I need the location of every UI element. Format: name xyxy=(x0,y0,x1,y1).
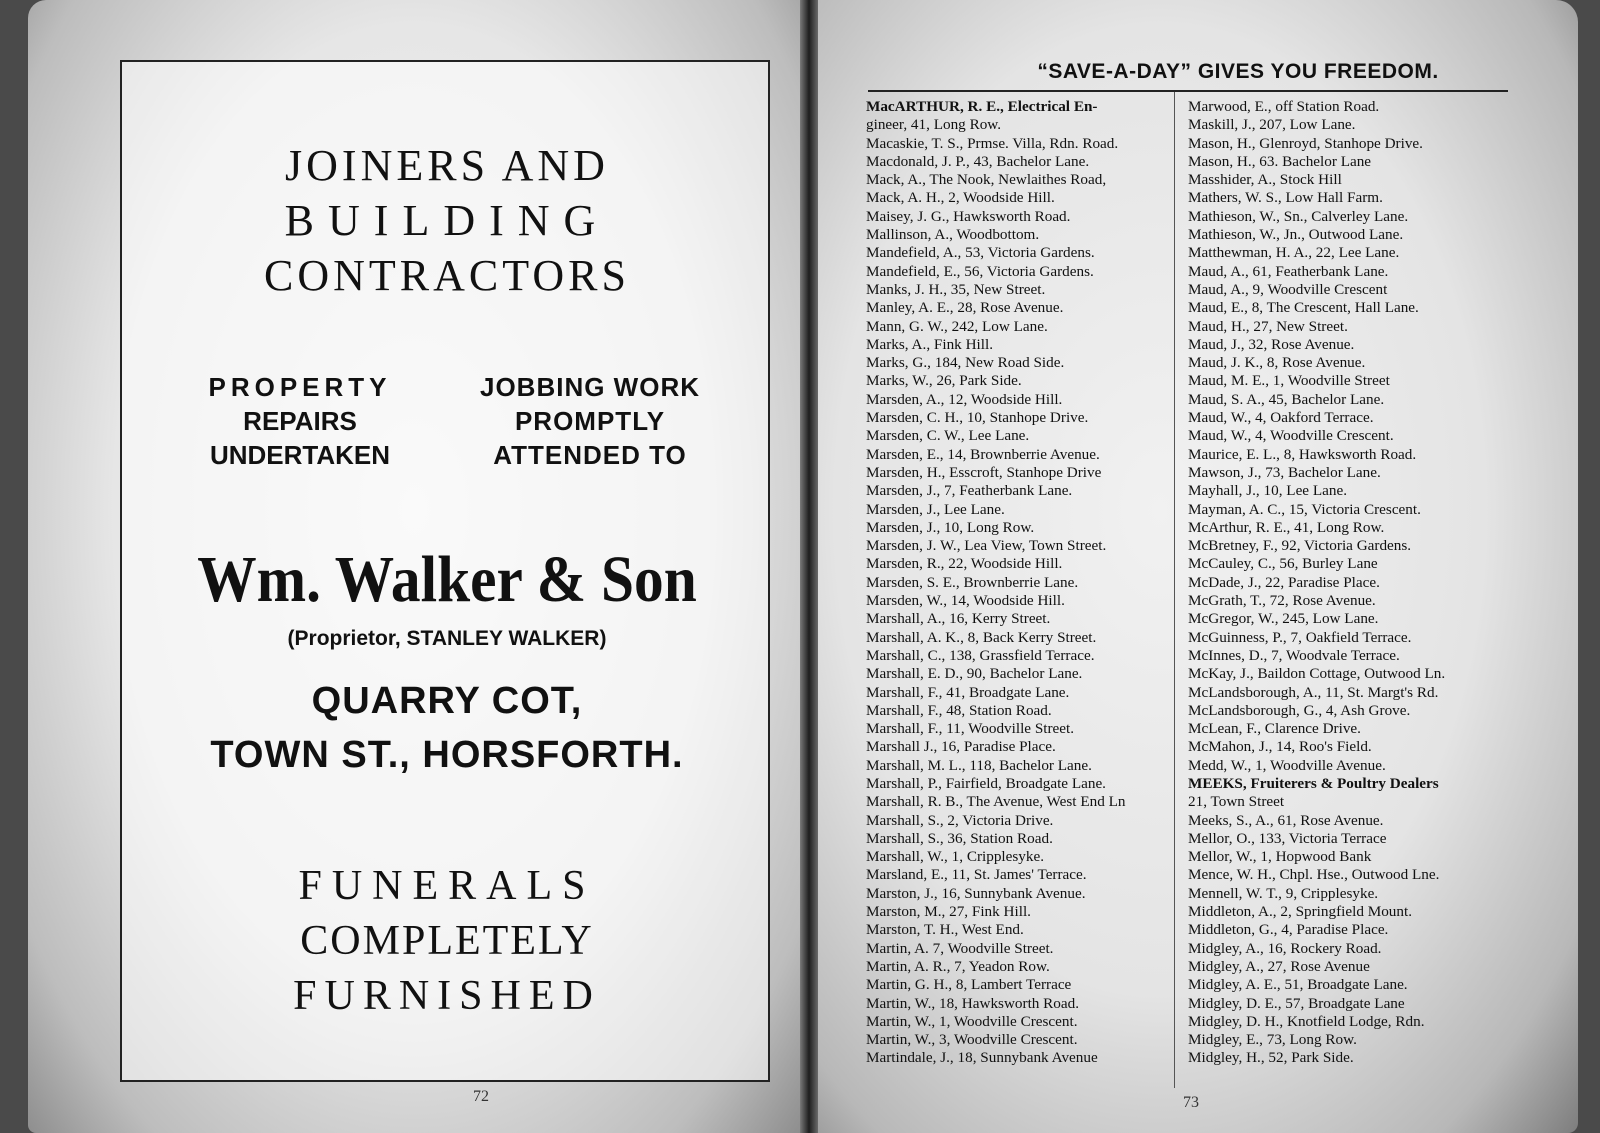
directory-entry: Marks, W., 26, Park Side. xyxy=(866,372,1022,390)
directory-entry: Macaskie, T. S., Prmse. Villa, Rdn. Road. xyxy=(866,134,1119,152)
directory-column-2 xyxy=(1188,98,1508,1068)
directory-entry: Marshall, S., 2, Victoria Drive. xyxy=(866,811,1054,829)
directory-entry: McMahon, J., 14, Roo's Field. xyxy=(1188,738,1372,756)
left-page xyxy=(28,0,800,1133)
heading-line-3: CONTRACTORS xyxy=(264,251,630,300)
directory-entry: Martindale, J., 18, Sunnybank Avenue xyxy=(866,1049,1098,1067)
directory-entry: Midgley, D. H., Knotfield Lodge, Rdn. xyxy=(1188,1012,1425,1030)
directory-entry: Maud, A., 9, Woodville Crescent xyxy=(1188,280,1388,298)
directory-entry: MEEKS, Fruiterers & Poultry Dealers xyxy=(1188,774,1439,792)
directory-entry: Marsden, C. W., Lee Lane. xyxy=(866,427,1030,445)
directory-entry: Maud, A., 61, Featherbank Lane. xyxy=(1188,262,1389,280)
book-gutter xyxy=(800,0,818,1133)
directory-entry: McBretney, F., 92, Victoria Gardens. xyxy=(1188,537,1412,555)
directory-entry: Marsden, R., 22, Woodside Hill. xyxy=(866,555,1063,573)
jobbing-line-1: JOBBING WORK xyxy=(480,372,700,402)
directory-entry: Marks, G., 184, New Road Side. xyxy=(866,354,1065,372)
directory-entry: Marshall, S., 36, Station Road. xyxy=(866,829,1053,847)
directory-entry: Marsden, W., 14, Woodside Hill. xyxy=(866,592,1065,610)
directory-entry: Maud, H., 27, New Street. xyxy=(1188,317,1348,335)
directory-entry: Marsden, J., 10, Long Row. xyxy=(866,518,1035,536)
property-line-1: PROPERTY xyxy=(208,372,392,402)
directory-entry: Marsland, E., 11, St. James' Terrace. xyxy=(866,866,1087,884)
directory-entry: Marshall, E. D., 90, Bachelor Lane. xyxy=(866,665,1083,683)
address-line-2: TOWN ST., HORSFORTH. xyxy=(210,734,684,776)
directory-entry: Marsden, S. E., Brownberrie Lane. xyxy=(866,573,1079,591)
directory-entry: Mason, H., 63. Bachelor Lane xyxy=(1188,152,1372,170)
directory-entry: Maud, J. K., 8, Rose Avenue. xyxy=(1188,354,1366,372)
directory-entry: Maurice, E. L., 8, Hawksworth Road. xyxy=(1188,445,1417,463)
directory-entry: Mence, W. H., Chpl. Hse., Outwood Lne. xyxy=(1188,866,1440,884)
directory-entry: Mann, G. W., 242, Low Lane. xyxy=(866,317,1048,335)
directory-entry: Marshall, P., Fairfield, Broadgate Lane. xyxy=(866,774,1106,792)
directory-entry: Martin, W., 1, Woodville Crescent. xyxy=(866,1012,1078,1030)
directory-entry: Middleton, A., 2, Springfield Mount. xyxy=(1188,903,1413,921)
directory-entry: Mason, H., Glenroyd, Stanhope Drive. xyxy=(1188,134,1423,152)
directory-entry: Midgley, D. E., 57, Broadgate Lane xyxy=(1188,994,1405,1012)
directory-entry: McInnes, D., 7, Woodvale Terrace. xyxy=(1188,646,1400,664)
directory-entry: Mathieson, W., Jn., Outwood Lane. xyxy=(1188,226,1404,244)
directory-entry: McLandsborough, A., 11, St. Margt's Rd. xyxy=(1188,683,1439,701)
directory-entry: Marsden, C. H., 10, Stanhope Drive. xyxy=(866,409,1089,427)
directory-entry: Midgley, E., 73, Long Row. xyxy=(1188,1031,1357,1049)
funerals-line-3: FURNISHED xyxy=(293,973,601,1019)
directory-entry: Maisey, J. G., Hawksworth Road. xyxy=(866,207,1071,225)
directory-entry: Macdonald, J. P., 43, Bachelor Lane. xyxy=(866,152,1090,170)
directory-entry: Manley, A. E., 28, Rose Avenue. xyxy=(866,299,1064,317)
directory-entry: Maud, M. E., 1, Woodville Street xyxy=(1188,372,1390,390)
directory-entry: Mathers, W. S., Low Hall Farm. xyxy=(1188,189,1383,207)
funerals-line-2: COMPLETELY xyxy=(300,918,594,964)
directory-entry: McCauley, C., 56, Burley Lane xyxy=(1188,555,1378,573)
directory-entry: Masshider, A., Stock Hill xyxy=(1188,171,1342,189)
property-line-2: REPAIRS xyxy=(243,406,357,436)
directory-entry: Martin, A. R., 7, Yeadon Row. xyxy=(866,957,1050,975)
directory-entry: Marshall, W., 1, Cripplesyke. xyxy=(866,848,1045,866)
directory-entry: Martin, W., 3, Woodville Crescent. xyxy=(866,1031,1078,1049)
jobbing-work-block xyxy=(440,370,740,472)
directory-entry: Maud, S. A., 45, Bachelor Lane. xyxy=(1188,390,1385,408)
directory-entry: Meeks, S., A., 61, Rose Avenue. xyxy=(1188,811,1384,829)
advertisement xyxy=(120,60,770,1082)
directory-entry: Mathieson, W., Sn., Calverley Lane. xyxy=(1188,207,1409,225)
page-number-right: 73 xyxy=(1183,1094,1199,1111)
directory-entry: Marks, A., Fink Hill. xyxy=(866,335,993,353)
directory-entry: McLandsborough, G., 4, Ash Grove. xyxy=(1188,701,1411,719)
jobbing-line-3: ATTENDED TO xyxy=(493,440,687,470)
directory-entry: MacARTHUR, R. E., Electrical En- xyxy=(866,98,1098,115)
directory-entry: Marshall J., 16, Paradise Place. xyxy=(866,738,1056,756)
directory-entry: Maud, E., 8, The Crescent, Hall Lane. xyxy=(1188,299,1419,317)
directory-entry: Marsden, H., Esscroft, Stanhope Drive xyxy=(866,463,1102,481)
directory-entry: Marshall, A. K., 8, Back Kerry Street. xyxy=(866,628,1097,646)
directory-entry: Midgley, A., 16, Rockery Road. xyxy=(1188,939,1382,957)
directory-entry: Marshall, C., 138, Grassfield Terrace. xyxy=(866,646,1095,664)
header-rule xyxy=(868,90,1508,92)
funerals-line-1: FUNERALS xyxy=(298,863,596,909)
directory-entry: Mennell, W. T., 9, Cripplesyke. xyxy=(1188,884,1379,902)
directory-entry: Maskill, J., 207, Low Lane. xyxy=(1188,116,1356,134)
directory-entry: Marston, T. H., West End. xyxy=(866,921,1024,939)
directory-entry: Mack, A. H., 2, Woodside Hill. xyxy=(866,189,1055,207)
directory-entry: Marsden, J., 7, Featherbank Lane. xyxy=(866,482,1073,500)
directory-entry: Midgley, H., 52, Park Side. xyxy=(1188,1049,1354,1067)
directory-entry: Marshall, A., 16, Kerry Street. xyxy=(866,610,1051,628)
address-line-1: QUARRY COT, xyxy=(311,680,583,722)
directory-entry: Maud, W., 4, Woodville Crescent. xyxy=(1188,427,1394,445)
directory-entry: Marsden, J., Lee Lane. xyxy=(866,500,1005,518)
directory-entry: Martin, W., 18, Hawksworth Road. xyxy=(866,994,1080,1012)
directory-entry: Mayman, A. C., 15, Victoria Crescent. xyxy=(1188,500,1421,518)
directory-entry: Martin, G. H., 8, Lambert Terrace xyxy=(866,976,1072,994)
directory-entry: Matthewman, H. A., 22, Lee Lane. xyxy=(1188,244,1400,262)
directory-entry: Marwood, E., off Station Road. xyxy=(1188,98,1380,115)
directory-entry: Manks, J. H., 35, New Street. xyxy=(866,280,1046,298)
directory-entry: Marsden, E., 14, Brownberrie Avenue. xyxy=(866,445,1100,463)
directory-entry: McGregor, W., 245, Low Lane. xyxy=(1188,610,1379,628)
directory-entry: McDade, J., 22, Paradise Place. xyxy=(1188,573,1380,591)
directory-entry: gineer, 41, Long Row. xyxy=(866,116,1002,134)
directory-entry: Marsden, J. W., Lea View, Town Street. xyxy=(866,537,1107,555)
directory-entry: Marshall, F., 41, Broadgate Lane. xyxy=(866,683,1070,701)
jobbing-line-2: PROMPTLY xyxy=(514,406,666,436)
directory-entry: Mellor, W., 1, Hopwood Bank xyxy=(1188,848,1372,866)
right-page xyxy=(818,0,1578,1133)
proprietor: (Proprietor, STANLEY WALKER) xyxy=(287,627,607,650)
property-repairs-block xyxy=(150,370,450,472)
page-number-left: 72 xyxy=(473,1088,489,1105)
directory-entry: McKay, J., Baildon Cottage, Outwood Ln. xyxy=(1188,665,1446,683)
directory-entry: Marshall, R. B., The Avenue, West End Ln xyxy=(866,793,1126,811)
directory-entry: Mallinson, A., Woodbottom. xyxy=(866,226,1040,244)
directory-entry: Midgley, A. E., 51, Broadgate Lane. xyxy=(1188,976,1408,994)
directory-entry: Marsden, A., 12, Woodside Hill. xyxy=(866,390,1063,408)
directory-entry: Mellor, O., 133, Victoria Terrace xyxy=(1188,829,1387,847)
directory-entry: Mawson, J., 73, Bachelor Lane. xyxy=(1188,463,1381,481)
directory-entry: Marshall, M. L., 118, Bachelor Lane. xyxy=(866,756,1092,774)
directory-entry: McArthur, R. E., 41, Long Row. xyxy=(1188,518,1385,536)
directory-entry: McGuinness, P., 7, Oakfield Terrace. xyxy=(1188,628,1412,646)
heading-line-1: JOINERS AND xyxy=(285,141,609,190)
directory-entry: Medd, W., 1, Woodville Avenue. xyxy=(1188,756,1386,774)
directory-entry: Maud, J., 32, Rose Avenue. xyxy=(1188,335,1355,353)
directory-entry: Marston, M., 27, Fink Hill. xyxy=(866,903,1031,921)
directory-entry: Mandefield, E., 56, Victoria Gardens. xyxy=(866,262,1094,280)
directory-entry: Mack, A., The Nook, Newlaithes Road, xyxy=(866,171,1107,189)
directory-entry: Martin, A. 7, Woodville Street. xyxy=(866,939,1054,957)
directory-entry: Marston, J., 16, Sunnybank Avenue. xyxy=(866,884,1086,902)
directory-entry: McGrath, T., 72, Rose Avenue. xyxy=(1188,592,1376,610)
property-line-3: UNDERTAKEN xyxy=(209,440,391,470)
directory-entry: Middleton, G., 4, Paradise Place. xyxy=(1188,921,1389,939)
directory-column-1 xyxy=(866,98,1186,1068)
directory-entry: Maud, W., 4, Oakford Terrace. xyxy=(1188,409,1374,427)
heading-line-2: BUILDING xyxy=(284,196,610,245)
directory-entry: McLean, F., Clarence Drive. xyxy=(1188,720,1361,738)
firm-name: Wm. Walker & Son xyxy=(197,543,697,616)
page-slogan: “SAVE-A-DAY” GIVES YOU FREEDOM. xyxy=(1037,60,1439,83)
directory-entry: Marshall, F., 48, Station Road. xyxy=(866,701,1052,719)
directory-entry: Mandefield, A., 53, Victoria Gardens. xyxy=(866,244,1095,262)
directory-entry: 21, Town Street xyxy=(1188,793,1285,811)
directory-entry: Midgley, A., 27, Rose Avenue xyxy=(1188,957,1370,975)
directory-entry: Mayhall, J., 10, Lee Lane. xyxy=(1188,482,1347,500)
directory-entry: Marshall, F., 11, Woodville Street. xyxy=(866,720,1075,738)
